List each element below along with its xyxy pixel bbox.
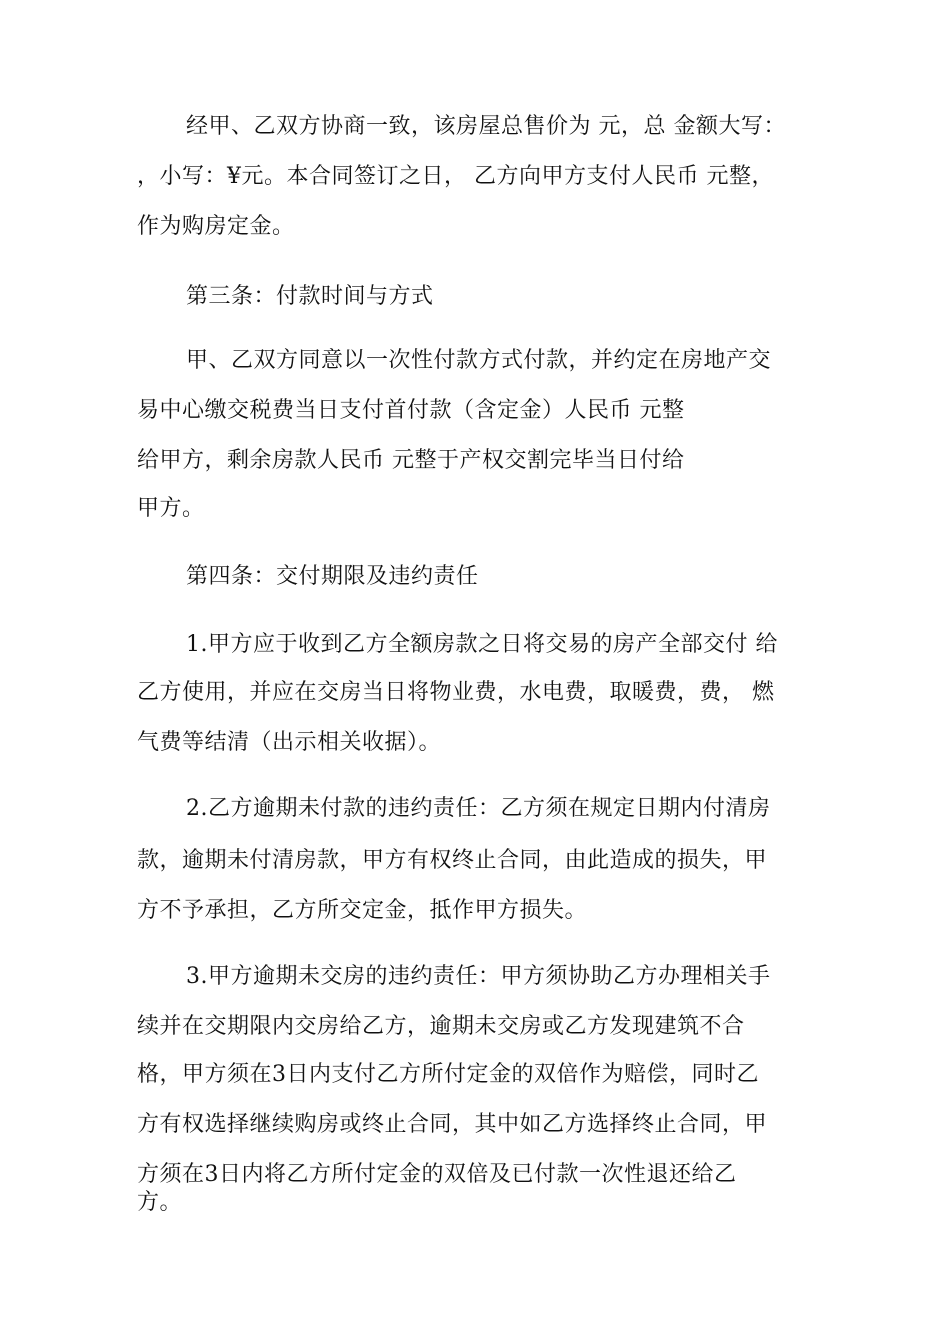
text-line: ，小写：¥元。本合同签订之日， 乙方向甲方支付人民币 元整， (137, 164, 774, 189)
text-line: 乙方使用，并应在交房当日将物业费，水电费，取暖费，费， 燃 (137, 680, 775, 705)
text-line: 给甲方，剩余房款人民币 元整于产权交割完毕当日付给 (137, 448, 685, 473)
text-line: 经甲、乙双方协商一致，该房屋总售价为 元，总 金额大写： (186, 114, 786, 139)
text-line: 甲、乙双方同意以一次性付款方式付款，并约定在房地产交 (186, 348, 772, 373)
text-line: 2.乙方逾期未付款的违约责任：乙方须在规定日期内付清房 (186, 796, 771, 821)
text-line: 易中心缴交税费当日支付首付款（含定金）人民币 元整 (137, 398, 685, 423)
text-line: 方不予承担，乙方所交定金，抵作甲方损失。 (137, 898, 588, 923)
text-line: 甲方。 (137, 496, 205, 521)
text-line: 3.甲方逾期未交房的违约责任：甲方须协助乙方办理相关手 (186, 964, 771, 989)
text-line: 1.甲方应于收到乙方全额房款之日将交易的房产全部交付 给 (186, 632, 778, 657)
text-line: 款，逾期未付清房款，甲方有权终止合同，由此造成的损失，甲 (137, 848, 768, 873)
section-heading: 第三条：付款时间与方式 (186, 284, 434, 309)
text-line: 作为购房定金。 (137, 214, 295, 239)
text-line: 格，甲方须在3日内支付乙方所付定金的双倍作为赔偿，同时乙 (137, 1062, 759, 1087)
text-line: 气费等结清（出示相关收据）。 (137, 730, 442, 755)
text-line: 方有权选择继续购房或终止合同，其中如乙方选择终止合同，甲 (137, 1112, 768, 1137)
text-line: 续并在交期限内交房给乙方，逾期未交房或乙方发现建筑不合 (137, 1014, 745, 1039)
text-line: 方。 (137, 1190, 183, 1215)
text-line: 方须在3日内将乙方所付定金的双倍及已付款一次性退还给乙 (137, 1162, 737, 1187)
section-heading: 第四条：交付期限及违约责任 (186, 564, 479, 589)
